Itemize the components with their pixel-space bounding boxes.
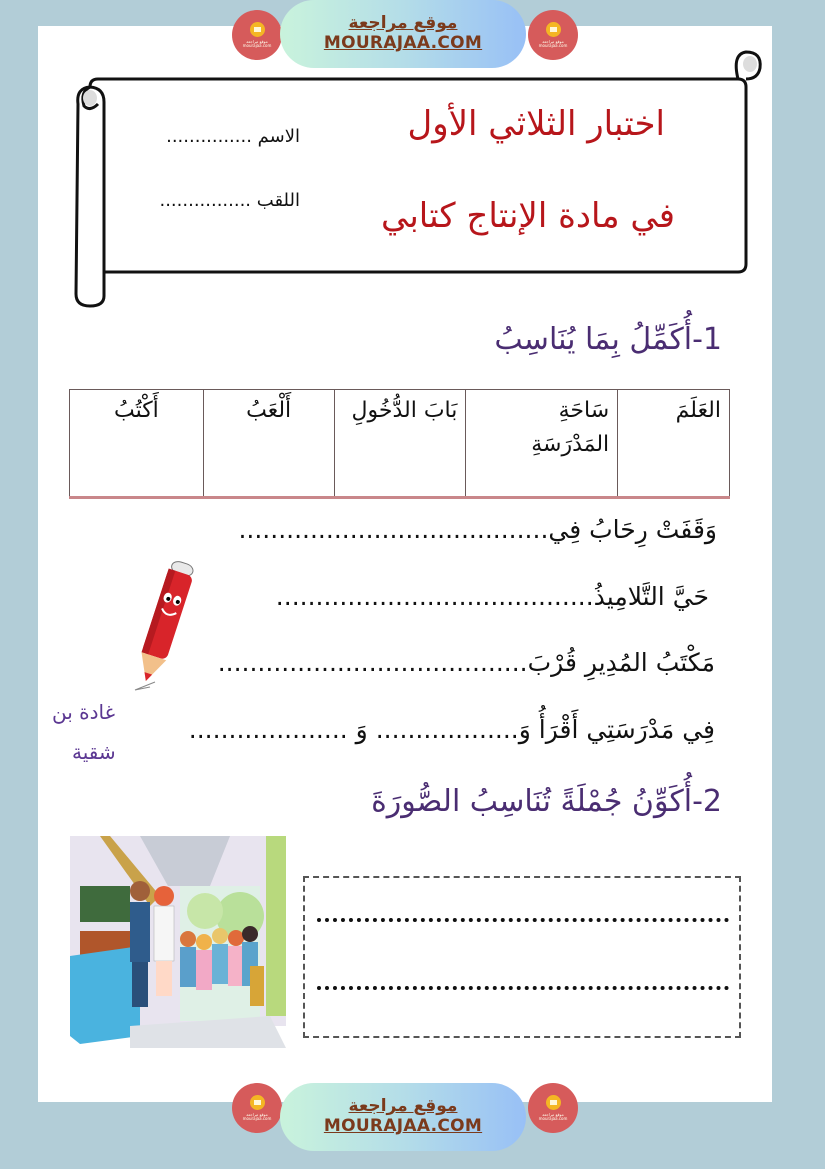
book-icon xyxy=(546,22,561,37)
answer-blank[interactable]: .................. xyxy=(375,715,519,744)
banner-arabic-link[interactable]: موقع مراجعة xyxy=(348,1096,458,1117)
word-bank-cell: بَابَ الدُّخُولِ xyxy=(334,390,466,498)
word-bank-cell: أَكْتُبُ xyxy=(70,390,204,498)
section2-heading: 2-أُكَوِّنُ جُمْلَةً تُنَاسِبُ الصُّورَةَ xyxy=(371,784,722,819)
scroll-frame-icon xyxy=(70,44,764,310)
name-field[interactable] xyxy=(166,126,300,147)
banner-english-link[interactable]: MOURAJAA.COM xyxy=(323,1116,483,1136)
school-hallway-illustration xyxy=(70,836,286,1048)
answer-blank[interactable]: .................... xyxy=(188,715,348,744)
name-blank[interactable]: ............... xyxy=(166,126,252,147)
surname-blank[interactable]: ................ xyxy=(159,190,252,211)
site-logo-badge[interactable]: موقع مراجعة mourajaa.com xyxy=(232,1083,282,1133)
banner-arabic-link[interactable]: موقع مراجعة xyxy=(348,13,458,34)
exam-subtitle: في مادة الإنتاج كتابي xyxy=(380,196,675,236)
author-surname: شقية xyxy=(72,740,116,764)
book-icon xyxy=(250,22,265,37)
site-logo-badge[interactable]: موقع مراجعة mourajaa.com xyxy=(232,10,282,60)
surname-field[interactable] xyxy=(159,190,300,211)
answer-line[interactable] xyxy=(317,918,729,922)
fill-sentence-3: مَكْتَبُ المُدِيرِ قُرْبَ....................................... xyxy=(217,648,715,677)
name-label: الاسم xyxy=(257,126,300,147)
answer-line[interactable] xyxy=(317,986,729,990)
surname-label: اللقب xyxy=(256,190,300,211)
site-logo-badge[interactable]: موقع مراجعة mourajaa.com xyxy=(528,10,578,60)
fill-sentence-1: وَقَفَتْ رِحَابُ فِي....................................... xyxy=(238,515,717,544)
sentence-answer-box[interactable] xyxy=(303,876,741,1038)
author-name: غادة بن xyxy=(52,700,116,724)
answer-blank[interactable]: ....................................... xyxy=(217,648,528,677)
book-icon xyxy=(250,1095,265,1110)
word-bank-cell: سَاحَةِ المَدْرَسَةِ xyxy=(466,390,618,498)
word-bank-cell: أَلْعَبُ xyxy=(203,390,334,498)
pencil-mascot-icon xyxy=(130,552,200,692)
banner-english-link[interactable]: MOURAJAA.COM xyxy=(323,33,483,53)
section1-heading: 1-أُكَمِّلُ بِمَا يُنَاسِبُ xyxy=(494,322,722,357)
answer-blank[interactable]: ........................................ xyxy=(275,582,594,611)
book-icon xyxy=(546,1095,561,1110)
exam-title: اختبار الثلاثي الأول xyxy=(407,104,665,144)
word-bank-table xyxy=(69,389,730,499)
site-logo-badge[interactable]: موقع مراجعة mourajaa.com xyxy=(528,1083,578,1133)
answer-blank[interactable]: ....................................... xyxy=(238,515,549,544)
word-bank-cell: العَلَمَ xyxy=(618,390,730,498)
fill-sentence-4: فِي مَدْرَسَتِي أَقْرَأُ وَ.................. وَ .................... xyxy=(188,715,715,744)
site-banner-bottom[interactable] xyxy=(280,1083,526,1151)
fill-sentence-2: حَيَّ التَّلامِيذُ........................................ xyxy=(275,582,709,611)
